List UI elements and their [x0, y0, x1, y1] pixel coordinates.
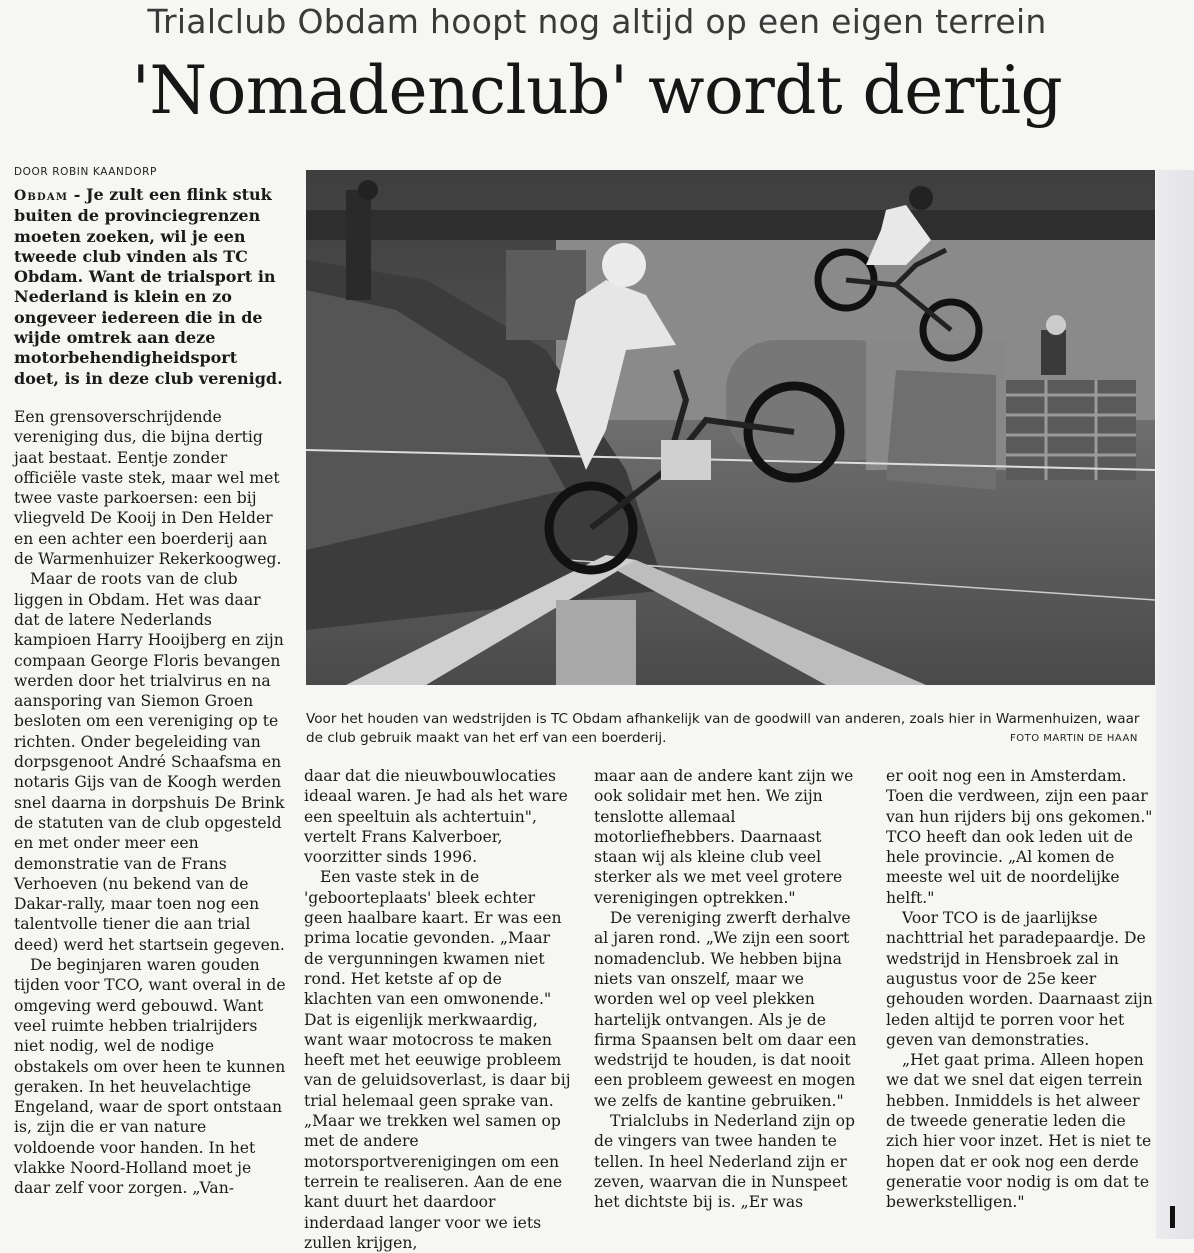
paragraph: De beginjaren waren gouden tijden voor TCO, want overal in de omgeving werd gebouwd. Want veel ruimte hebben trialrijders niet nodig, wel de nodige obstakels om over heen te kunnen geraken. In het heuvelachtige Engeland, waar de sport ontstaan is, zijn die er van nature voldoende voor handen. In het vlakke Noord-Holland moet je daar zelf voor zorgen. „Van- [14, 956, 286, 1198]
photo-credit: FOTO MARTIN DE HAAN [1010, 733, 1138, 744]
dateline: Obdam [14, 188, 69, 204]
end-mark [1170, 1206, 1175, 1228]
lead-paragraph [14, 185, 286, 389]
page-edge [1156, 170, 1194, 1239]
paragraph: Voor TCO is de jaarlijkse nachttrial het paradepaardje. De wedstrijd in Hensbroek zal in augustus voor de 25e keer gehouden worden. Daarnaast zijn leden altijd te porren voor het geven van demonstraties. [886, 909, 1153, 1049]
byline: DOOR ROBIN KAANDORP [14, 166, 157, 178]
photo-caption: Voor het houden van wedstrijden is TC Obdam afhankelijk van de goodwill van anderen, zoals hier in Warmenhuizen, waar de club gebruik maakt van het erf van een boerderij. [306, 711, 1140, 746]
paragraph: Een vaste stek in de 'geboorteplaats' bleek echter geen haalbare kaart. Er was een prima locatie gevonden. „Maar de vergunningen kwamen niet rond. Het ketste af op de klachten van een omwonende." Dat is eigenlijk merkwaardig, want waar motocross te maken heeft met het eeuwige probleem van de geluidsoverlast, is daar bij trial helemaal geen sprake van. „Maar we trekken wel samen op met de andere motorsportverenigingen om een terrein te realiseren. Aan de ene kant duurt het daardoor inderdaad langer voor we iets zullen krijgen, [304, 868, 571, 1252]
paragraph: Een grensoverschrijdende vereniging dus, die bijna dertig jaat bestaat. Eentje zonder officiële vaste stek, maar wel met twee vaste parkoersen: een bij vliegveld De Kooij in Den Helder en een achter een boerderij aan de Warmenhuizer Rekerkoogweg. [14, 408, 282, 569]
body-column-2 [304, 766, 574, 1252]
paragraph: er ooit nog een in Amsterdam. Toen die verdween, zijn een paar van hun rijders bij ons gekomen." TCO heeft dan ook leden uit de hele provincie. „Al komen de meeste wel uit de noordelijke helft." [886, 767, 1153, 907]
lead-text: - Je zult een flink stuk buiten de provinciegrenzen moeten zoeken, wil je een tweede club vinden als TC Obdam. Want de trialsport in Nederland is klein en zo ongeveer iedereen die in de wijde omtrek aan deze motorbehendigheidsport doet, is in deze club verenigd. [14, 185, 283, 388]
paragraph: De vereniging zwerft derhalve al jaren rond. „We zijn een soort nomadenclub. We hebben bijna niets van onszelf, maar we worden wel op veel plekken hartelijk ontvangen. Als je de firma Spaansen belt om daar een wedstrijd te houden, is dat nooit een probleem geweest en mogen we zelfs de kantine gebruiken." [594, 909, 857, 1110]
paragraph: Maar de roots van de club liggen in Obdam. Het was daar dat de latere Nederlands kampioen Harry Hooijberg en zijn compaan George Floris bevangen werden door het trialvirus en na aansporing van Siemon Groen besloten om een vereniging op te richten. Onder begeleiding van dorpsgenoot André Schaafsma en notaris Gijs van de Koogh werden snel daarna in dorpshuis De Brink de statuten van de club opgesteld en met onder meer een demonstratie van de Frans Verhoeven (nu bekend van de Dakar-rally, maar toen nog een talentvolle tiener die aan trial deed) werd het startsein gegeven. [14, 570, 285, 954]
kicker: Trialclub Obdam hoopt nog altijd op een eigen terrein [147, 2, 1047, 41]
paragraph: maar aan de andere kant zijn we ook solidair met hen. We zijn tenslotte allemaal motorliefhebbers. Daarnaast staan wij als kleine club veel sterker als we met veel grotere verenigingen optrekken." [594, 767, 854, 907]
body-column-3 [594, 766, 864, 1231]
paragraph: daar dat die nieuwbouwlocaties ideaal waren. Je had als het ware een speeltuin als achtertuin", vertelt Frans Kalverboer, voorzitter sinds 1996. [304, 767, 568, 867]
headline: 'Nomadenclub' wordt dertig [131, 52, 1063, 129]
paragraph: „Het gaat prima. Alleen hopen we dat we snel dat eigen terrein hebben. Inmiddels is het alweer de tweede generatie leden die zich hier voor inzet. Het is niet te hopen dat er ook nog een derde generatie voor nodig is om dat te bewerkstelligen." [886, 1051, 1152, 1212]
paragraph: Trialclubs in Nederland zijn op de vingers van twee handen te tellen. In heel Nederland zijn er zeven, waarvan die in Nunspeet het dichtste bij is. „Er was [594, 1112, 856, 1212]
body-column-1 [14, 407, 286, 1229]
body-column-4 [886, 766, 1158, 1231]
trial-photo [306, 170, 1155, 685]
